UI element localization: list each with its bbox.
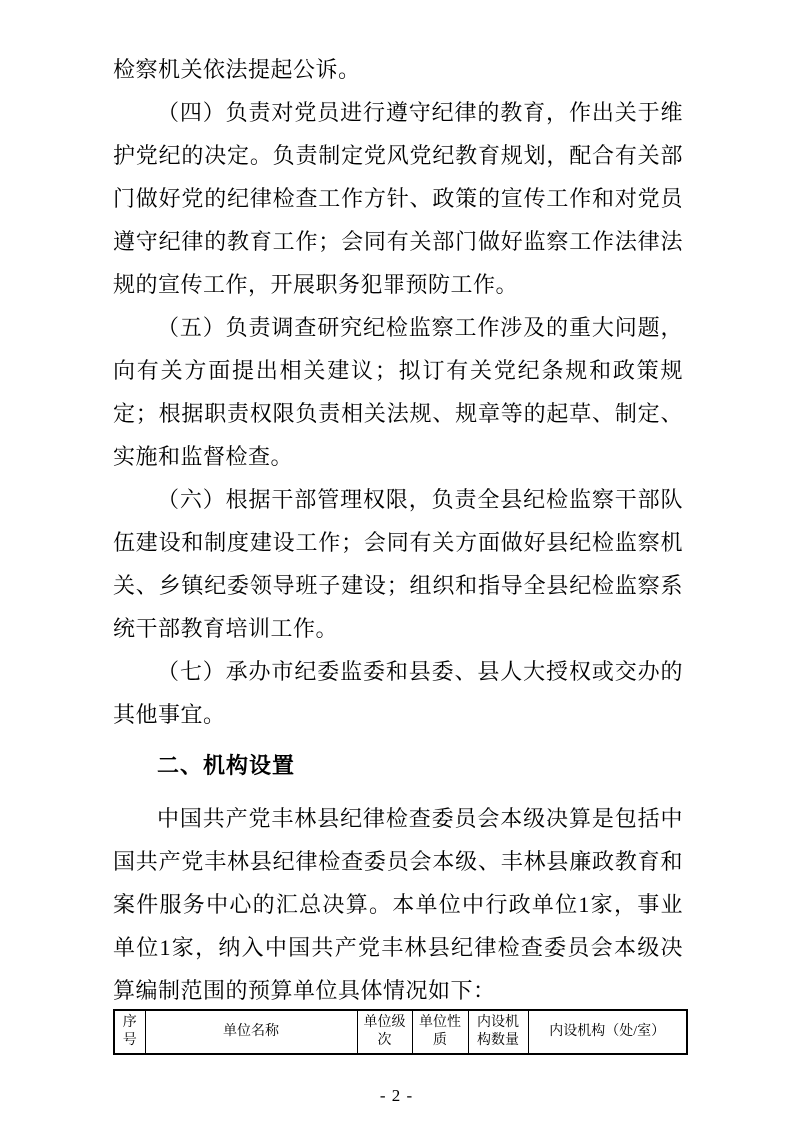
units-table <box>113 1009 688 1055</box>
intro-paragraph: 中国共产党丰林县纪律检查委员会本级决算是包括中国共产党丰林县纪律检查委员会本级、丰林县廉政教育和案件服务中心的汇总决算。本单位中行政单位1家，事业单位1家，纳入中国共产党丰林县纪律检查委员会本级决算编制范围的预算单位具体情况如下： <box>113 806 683 1003</box>
paragraph-group <box>113 48 683 736</box>
table-header-cell: 序号 <box>114 1010 145 1054</box>
document-body <box>113 0 683 1055</box>
section-heading: 二、机构设置 <box>157 753 296 778</box>
paragraph: 检察机关依法提起公诉。 <box>113 57 361 82</box>
table-header-cell: 单位名称 <box>145 1010 357 1054</box>
paragraph: （四）负责对党员进行遵守纪律的教育，作出关于维护党纪的决定。负责制定党风党纪教育规划，配合有关部门做好党的纪律检查工作方针、政策的宣传工作和对党员遵守纪律的教育工作；会同有关部门做好监察工作法律法规的宣传工作，开展职务犯罪预防工作。 <box>113 100 683 297</box>
table-header-row <box>114 1010 687 1054</box>
paragraph: （六）根据干部管理权限，负责全县纪检监察干部队伍建设和制度建设工作；会同有关方面做好县纪检监察机关、乡镇纪委领导班子建设；组织和指导全县纪检监察系统干部教育培训工作。 <box>113 487 683 641</box>
table-header-cell: 单位级次 <box>357 1010 412 1054</box>
table-header-cell: 内设机构数量 <box>468 1010 528 1054</box>
table-header-cell: 单位性质 <box>412 1010 468 1054</box>
paragraph: （五）负责调查研究纪检监察工作涉及的重大问题，向有关方面提出相关建议；拟订有关党纪条规和政策规定；根据职责权限负责相关法规、规章等的起草、制定、实施和监督检查。 <box>113 315 683 469</box>
page-number: - 2 - <box>379 1086 414 1105</box>
table-header-cell: 内设机构（处/室） <box>528 1010 687 1054</box>
paragraph: （七）承办市纪委监委和县委、县人大授权或交办的其他事宜。 <box>113 659 683 727</box>
